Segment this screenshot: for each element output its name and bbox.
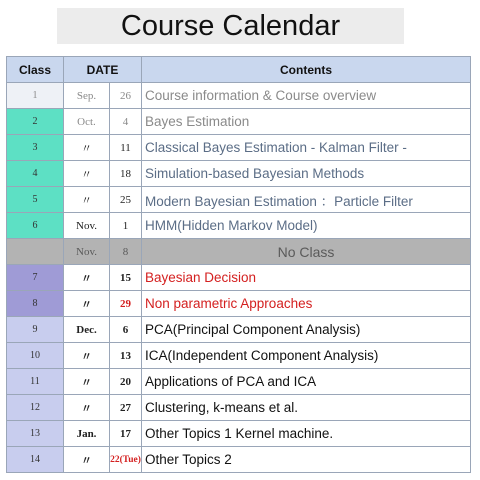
date-month: 〃 (64, 343, 110, 369)
contents-cell: Bayes Estimation (142, 109, 471, 135)
contents-cell: Clustering, k-means et al. (142, 395, 471, 421)
table-row (7, 109, 471, 135)
class-number: 14 (7, 447, 64, 473)
contents-cell: ICA(Independent Component Analysis) (142, 343, 471, 369)
date-day: 4 (110, 109, 142, 135)
date-month: 〃 (64, 447, 110, 473)
class-number: 8 (7, 291, 64, 317)
date-month: 〃 (64, 187, 110, 213)
table-row (7, 291, 471, 317)
class-number: 10 (7, 343, 64, 369)
contents-cell: Simulation-based Bayesian Methods (142, 161, 471, 187)
date-month: Sep. (64, 83, 110, 109)
class-number: 12 (7, 395, 64, 421)
table-row (7, 213, 471, 239)
date-day: 15 (110, 265, 142, 291)
contents-cell: Course information & Course overview (142, 83, 471, 109)
date-month: 〃 (64, 291, 110, 317)
table-row (7, 343, 471, 369)
date-day: 11 (110, 135, 142, 161)
date-month: Oct. (64, 109, 110, 135)
table-row (7, 395, 471, 421)
contents-cell: Other Topics 1 Kernel machine. (142, 421, 471, 447)
date-day: 18 (110, 161, 142, 187)
table-row-no-class (7, 239, 471, 265)
page-title: Course Calendar (57, 8, 404, 44)
table-row (7, 447, 471, 473)
header-date: DATE (64, 57, 142, 83)
date-month: 〃 (64, 369, 110, 395)
course-calendar-table (6, 56, 471, 473)
date-day: 17 (110, 421, 142, 447)
class-number (7, 239, 64, 265)
contents-cell: Modern Bayesian Estimation ：Particle Filter (142, 187, 471, 213)
date-day: 25 (110, 187, 142, 213)
date-day: 26 (110, 83, 142, 109)
date-day: 8 (110, 239, 142, 265)
contents-cell: Non parametric Approaches (142, 291, 471, 317)
table-row (7, 421, 471, 447)
contents-cell: Bayesian Decision (142, 265, 471, 291)
date-day: 13 (110, 343, 142, 369)
date-month: 〃 (64, 135, 110, 161)
date-month: Nov. (64, 239, 110, 265)
class-number: 13 (7, 421, 64, 447)
header-contents: Contents (142, 57, 471, 83)
table-row (7, 317, 471, 343)
table-row (7, 265, 471, 291)
table-row (7, 135, 471, 161)
contents-cell: Classical Bayes Estimation - Kalman Filter - (142, 135, 471, 161)
contents-cell: No Class (142, 239, 471, 265)
class-number: 7 (7, 265, 64, 291)
date-month: 〃 (64, 161, 110, 187)
class-number: 5 (7, 187, 64, 213)
table-row (7, 161, 471, 187)
date-month: Dec. (64, 317, 110, 343)
table-row (7, 187, 471, 213)
class-number: 2 (7, 109, 64, 135)
date-day: 22(Tue) (110, 447, 142, 473)
date-day: 6 (110, 317, 142, 343)
header-class: Class (7, 57, 64, 83)
class-number: 3 (7, 135, 64, 161)
date-day: 29 (110, 291, 142, 317)
date-month: Jan. (64, 421, 110, 447)
class-number: 1 (7, 83, 64, 109)
date-month: Nov. (64, 213, 110, 239)
table-row (7, 369, 471, 395)
date-month: 〃 (64, 265, 110, 291)
table-row (7, 83, 471, 109)
date-day: 20 (110, 369, 142, 395)
contents-cell: Other Topics 2 (142, 447, 471, 473)
date-day: 27 (110, 395, 142, 421)
date-month: 〃 (64, 395, 110, 421)
contents-cell: HMM(Hidden Markov Model) (142, 213, 471, 239)
date-day: 1 (110, 213, 142, 239)
class-number: 6 (7, 213, 64, 239)
class-number: 11 (7, 369, 64, 395)
header-row (7, 57, 471, 83)
class-number: 9 (7, 317, 64, 343)
class-number: 4 (7, 161, 64, 187)
contents-cell: PCA(Principal Component Analysis) (142, 317, 471, 343)
contents-cell: Applications of PCA and ICA (142, 369, 471, 395)
